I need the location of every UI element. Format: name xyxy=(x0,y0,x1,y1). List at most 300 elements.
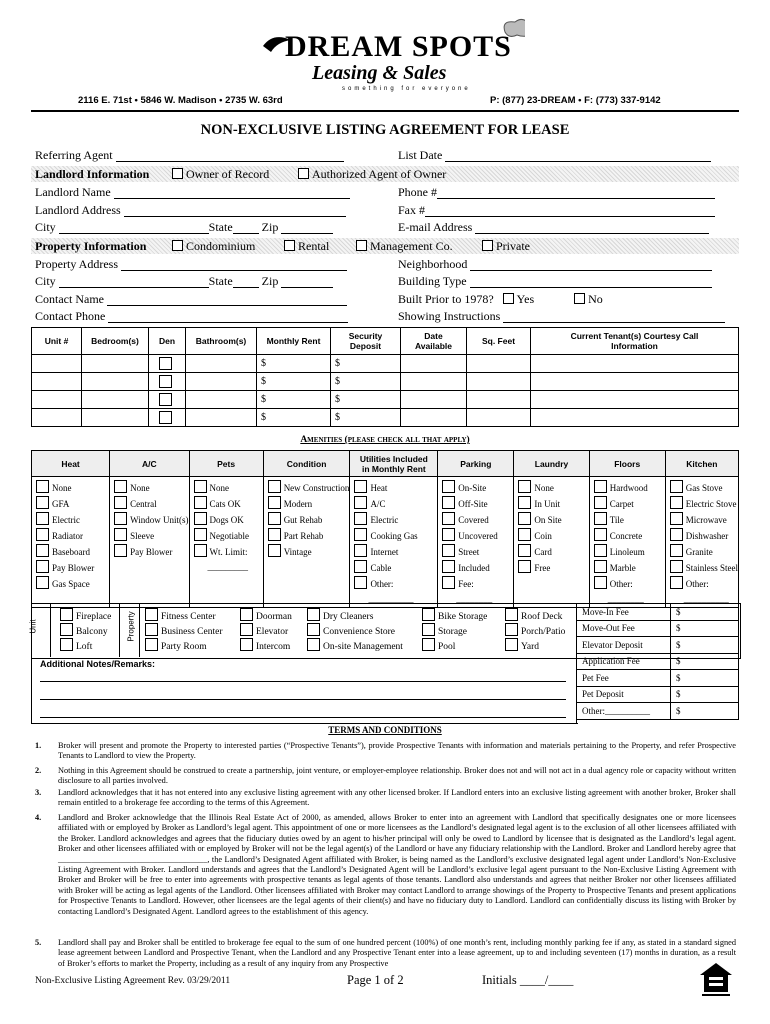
private-option[interactable]: Private xyxy=(482,239,530,253)
utilities-option[interactable]: Internet xyxy=(354,544,437,560)
kitchen-option[interactable]: Granite xyxy=(670,544,738,560)
feature-checkbox[interactable] xyxy=(307,608,320,621)
parking-checkbox[interactable] xyxy=(442,512,455,525)
condition-option[interactable]: Part Rehab xyxy=(268,528,350,544)
den-checkbox[interactable] xyxy=(159,357,172,370)
parking-checkbox[interactable] xyxy=(442,544,455,557)
utilities-checkbox[interactable] xyxy=(354,544,367,557)
amenity-column-pets xyxy=(189,477,263,608)
col-unit: Unit # xyxy=(32,328,82,355)
parking-checkbox[interactable] xyxy=(442,496,455,509)
bathrooms-cell[interactable] xyxy=(186,373,257,391)
feature-checkbox[interactable] xyxy=(307,623,320,636)
unit-number-cell[interactable] xyxy=(32,391,82,409)
feature-checkbox[interactable] xyxy=(145,623,158,636)
feature-checkbox[interactable] xyxy=(60,608,73,621)
equal-housing-icon xyxy=(697,960,735,998)
kitchen-option[interactable]: Microwave xyxy=(670,512,738,528)
floors-option[interactable]: Carpet xyxy=(594,496,665,512)
den-checkbox[interactable] xyxy=(159,375,172,388)
fee-amount-cell[interactable]: $ xyxy=(671,686,739,703)
utilities-checkbox[interactable] xyxy=(354,576,367,589)
security-deposit-cell[interactable] xyxy=(331,355,401,373)
pets-checkbox[interactable] xyxy=(194,512,207,525)
amenity-header-floors: Floors xyxy=(589,451,665,477)
email-field[interactable] xyxy=(475,222,709,234)
floors-option[interactable]: Hardwood xyxy=(594,480,665,496)
laundry-checkbox[interactable] xyxy=(518,480,531,493)
currency-symbol: $ xyxy=(335,376,340,387)
utilities-option[interactable]: Electric xyxy=(354,512,437,528)
neighborhood-row: Neighborhood xyxy=(398,257,712,271)
fee-amount-cell[interactable]: $ xyxy=(671,620,739,637)
heat-option[interactable]: GFA xyxy=(36,496,109,512)
feature-checkbox[interactable] xyxy=(240,638,253,651)
kitchen-option[interactable]: Stainless Steel xyxy=(670,560,738,576)
management-co-option[interactable]: Management Co. xyxy=(356,239,453,253)
den-checkbox[interactable] xyxy=(159,393,172,406)
parking-option[interactable]: ________ xyxy=(456,594,493,604)
bedrooms-cell[interactable] xyxy=(82,355,149,373)
footer-revision: Non-Exclusive Listing Agreement Rev. 03/29/2011 xyxy=(35,976,231,986)
currency-symbol: $ xyxy=(261,358,266,369)
footer-initials: Initials ____/____ xyxy=(482,973,574,987)
current-tenant-cell[interactable] xyxy=(531,355,739,373)
private-checkbox[interactable] xyxy=(482,240,493,251)
ac-option[interactable]: Pay Blower xyxy=(114,544,188,560)
heat-checkbox[interactable] xyxy=(36,544,49,557)
bathrooms-cell[interactable] xyxy=(186,391,257,409)
ac-option[interactable]: Central xyxy=(114,496,188,512)
landlord-info-heading: Landlord Information xyxy=(35,167,150,181)
floors-option[interactable]: Linoleum xyxy=(594,544,665,560)
landlord-city-field[interactable] xyxy=(59,222,209,234)
sq-feet-cell[interactable] xyxy=(467,409,531,427)
unit-row xyxy=(32,373,739,391)
feature-option[interactable]: Balcony xyxy=(60,623,108,637)
floors-checkbox[interactable] xyxy=(594,544,607,557)
laundry-option[interactable]: On Site xyxy=(518,512,588,528)
list-date-field[interactable] xyxy=(445,150,711,162)
feature-option[interactable]: Convenience Store xyxy=(307,623,395,637)
bedrooms-cell[interactable] xyxy=(82,373,149,391)
management-co-checkbox[interactable] xyxy=(356,240,367,251)
amenity-column-parking xyxy=(438,477,514,608)
floors-checkbox[interactable] xyxy=(594,576,607,589)
amenity-column-kitchen xyxy=(665,477,738,608)
floors-checkbox[interactable] xyxy=(594,528,607,541)
unit-number-cell[interactable] xyxy=(32,355,82,373)
referring-agent-field[interactable] xyxy=(116,150,344,162)
landlord-address-field[interactable] xyxy=(124,205,346,217)
feature-checkbox[interactable] xyxy=(422,638,435,651)
bedrooms-cell[interactable] xyxy=(82,409,149,427)
showing-instructions-field[interactable] xyxy=(503,311,725,323)
property-state-field[interactable] xyxy=(233,276,259,288)
kitchen-option[interactable]: __________ xyxy=(683,594,729,604)
kitchen-checkbox[interactable] xyxy=(670,496,683,509)
fax-field[interactable] xyxy=(425,205,715,217)
condition-option[interactable]: Gut Rehab xyxy=(268,512,350,528)
property-info-heading: Property Information xyxy=(35,239,147,253)
laundry-option[interactable]: Free xyxy=(518,560,588,576)
heat-option[interactable]: Electric xyxy=(36,512,109,528)
amenity-column-condition xyxy=(263,477,350,608)
term-text: Broker will present and promote the Property to interested parties (“Prospective Tenants”), provide Prospective Tenants with information and materials pertaining to the Property, and refer Prospective Tenants to Landlord to view the Property. xyxy=(58,741,736,761)
feature-option[interactable]: Fireplace xyxy=(60,608,111,622)
fee-amount-cell[interactable]: $ xyxy=(671,670,739,687)
list-date-row: List Date xyxy=(398,148,711,162)
heat-option[interactable]: Pay Blower xyxy=(36,560,109,576)
feature-option[interactable]: Pool xyxy=(422,638,455,652)
built-prior-yes-checkbox[interactable] xyxy=(503,293,514,304)
utilities-checkbox[interactable] xyxy=(354,528,367,541)
referring-agent-row: Referring Agent xyxy=(35,148,344,162)
feature-option[interactable]: Elevator xyxy=(240,623,288,637)
showing-instructions-row: Showing Instructions xyxy=(398,309,725,323)
brand-name: DREAM SPOTS xyxy=(285,30,512,63)
condominium-checkbox[interactable] xyxy=(172,240,183,251)
term-number: 2. xyxy=(35,766,42,775)
fee-amount-cell[interactable]: $ xyxy=(671,637,739,654)
feature-option[interactable]: Roof Deck xyxy=(505,608,562,622)
amenity-header-heat: Heat xyxy=(32,451,110,477)
floors-option[interactable]: Other: xyxy=(594,576,665,592)
term-text: Nothing in this Agreement should be construed to create a partnership, joint venture, or employer-employee relationship. Broker does not and will not act in a dual agency role or capacity without written disclosure to all parties involved. xyxy=(58,766,736,786)
pets-option[interactable]: Wt. Limit: xyxy=(194,544,263,560)
floors-option[interactable]: ________ xyxy=(607,594,644,604)
feature-checkbox[interactable] xyxy=(422,623,435,636)
date-available-cell[interactable] xyxy=(401,391,467,409)
pets-checkbox[interactable] xyxy=(194,480,207,493)
fee-row xyxy=(577,686,739,703)
parking-option[interactable]: Included xyxy=(442,560,513,576)
kitchen-checkbox[interactable] xyxy=(670,528,683,541)
feature-option[interactable]: Dry Cleaners xyxy=(307,608,373,622)
pets-checkbox[interactable] xyxy=(194,544,207,557)
phone-field[interactable] xyxy=(437,187,715,199)
feature-option[interactable]: Fitness Center xyxy=(145,608,216,622)
floors-option[interactable]: Tile xyxy=(594,512,665,528)
laundry-checkbox[interactable] xyxy=(518,560,531,573)
currency-symbol: $ xyxy=(261,394,266,405)
fee-label: Move-In Fee xyxy=(577,604,671,621)
utilities-option[interactable]: A/C xyxy=(354,496,437,512)
landlord-address-row: Landlord Address xyxy=(35,203,346,217)
bathrooms-cell[interactable] xyxy=(186,409,257,427)
ac-checkbox[interactable] xyxy=(114,512,127,525)
current-tenant-cell[interactable] xyxy=(531,409,739,427)
contact-phone-field[interactable] xyxy=(108,311,348,323)
page-title: NON-EXCLUSIVE LISTING AGREEMENT FOR LEASE xyxy=(200,122,570,138)
amenity-header-parking: Parking xyxy=(438,451,514,477)
condominium-option[interactable]: Condominium xyxy=(172,239,255,253)
utilities-checkbox[interactable] xyxy=(354,560,367,573)
fee-row xyxy=(577,620,739,637)
floors-checkbox[interactable] xyxy=(594,480,607,493)
feature-option[interactable]: Party Room xyxy=(145,638,207,652)
floors-checkbox[interactable] xyxy=(594,512,607,525)
units-table xyxy=(31,327,739,427)
utilities-checkbox[interactable] xyxy=(354,480,367,493)
feature-checkbox[interactable] xyxy=(240,608,253,621)
feature-checkbox[interactable] xyxy=(505,608,518,621)
sq-feet-cell[interactable] xyxy=(467,355,531,373)
authorized-agent-option[interactable]: Authorized Agent of Owner xyxy=(298,167,446,181)
date-available-cell[interactable] xyxy=(401,355,467,373)
fee-amount-cell[interactable]: $ xyxy=(671,703,739,720)
ac-option[interactable]: Window Unit(s) xyxy=(114,512,188,528)
rental-option[interactable]: Rental xyxy=(284,239,329,253)
floors-checkbox[interactable] xyxy=(594,560,607,573)
sq-feet-cell[interactable] xyxy=(467,373,531,391)
col-current-tenants: Current Tenant(s) Courtesy Call Information xyxy=(531,328,739,355)
condition-option[interactable]: Modern xyxy=(268,496,350,512)
condition-checkbox[interactable] xyxy=(268,528,281,541)
condition-checkbox[interactable] xyxy=(268,544,281,557)
authorized-agent-checkbox[interactable] xyxy=(298,168,309,179)
contact-name-field[interactable] xyxy=(107,294,347,306)
den-cell[interactable] xyxy=(149,409,186,427)
built-prior-no-checkbox[interactable] xyxy=(574,293,585,304)
fee-row xyxy=(577,653,739,670)
utilities-checkbox[interactable] xyxy=(354,512,367,525)
ac-checkbox[interactable] xyxy=(114,528,127,541)
laundry-option[interactable]: In Unit xyxy=(518,496,588,512)
feature-checkbox[interactable] xyxy=(240,623,253,636)
header-rule xyxy=(31,110,739,112)
heat-checkbox[interactable] xyxy=(36,560,49,573)
fee-amount-cell[interactable]: $ xyxy=(671,604,739,621)
monthly-rent-cell[interactable] xyxy=(257,409,331,427)
utilities-option[interactable]: __________ xyxy=(368,594,414,604)
unit-property-divider xyxy=(50,603,51,657)
unit-row xyxy=(32,391,739,409)
laundry-option[interactable]: Card xyxy=(518,544,588,560)
feature-option[interactable]: Intercom xyxy=(240,638,290,652)
kitchen-option[interactable]: Gas Stove xyxy=(670,480,738,496)
feature-checkbox[interactable] xyxy=(505,623,518,636)
owner-of-record-checkbox[interactable] xyxy=(172,168,183,179)
utilities-checkbox[interactable] xyxy=(354,496,367,509)
col-bathrooms: Bathroom(s) xyxy=(186,328,257,355)
parking-option[interactable]: On-Site xyxy=(442,480,513,496)
col-date-available: Date Available xyxy=(401,328,467,355)
property-city-field[interactable] xyxy=(59,276,209,288)
amenity-header-kitchen: Kitchen xyxy=(665,451,738,477)
unit-number-cell[interactable] xyxy=(32,409,82,427)
heat-option[interactable]: Baseboard xyxy=(36,544,109,560)
kitchen-option[interactable]: Dishwasher xyxy=(670,528,738,544)
property-label-divider-right xyxy=(139,603,140,657)
header-phones: P: (877) 23-DREAM • F: (773) 337-9142 xyxy=(490,95,661,106)
kitchen-option[interactable]: Electric Stove xyxy=(670,496,738,512)
laundry-option[interactable]: Coin xyxy=(518,528,588,544)
laundry-checkbox[interactable] xyxy=(518,512,531,525)
feature-option[interactable]: Doorman xyxy=(240,608,292,622)
property-side-label: Property xyxy=(126,611,136,642)
bathrooms-cell[interactable] xyxy=(186,355,257,373)
term-text: Landlord acknowledges that it has not entered into any exclusive listing agreement with any other licensed broker. If Landlord enters into an exclusive listing agreement with another broker, Broker shall remain entitled to a brokerage fee according to the terms of this Agreement. xyxy=(58,788,736,808)
condition-option[interactable]: Vintage xyxy=(268,544,350,560)
amenities-table xyxy=(31,450,739,608)
date-available-cell[interactable] xyxy=(401,409,467,427)
notes-line-1[interactable] xyxy=(40,681,566,682)
property-address-row: Property Address xyxy=(35,257,347,271)
fee-label: Application Fee xyxy=(577,653,671,670)
kitchen-checkbox[interactable] xyxy=(670,560,683,573)
monthly-rent-cell[interactable] xyxy=(257,355,331,373)
den-cell[interactable] xyxy=(149,391,186,409)
floors-checkbox[interactable] xyxy=(594,496,607,509)
ac-checkbox[interactable] xyxy=(114,544,127,557)
monthly-rent-cell[interactable] xyxy=(257,373,331,391)
date-available-cell[interactable] xyxy=(401,373,467,391)
currency-symbol: $ xyxy=(261,376,266,387)
notes-line-2[interactable] xyxy=(40,699,566,700)
laundry-option[interactable]: None xyxy=(518,480,588,496)
pets-option[interactable]: None xyxy=(194,480,263,496)
parking-checkbox[interactable] xyxy=(442,576,455,589)
ac-checkbox[interactable] xyxy=(114,496,127,509)
amenity-header-laundry: Laundry xyxy=(514,451,589,477)
rental-checkbox[interactable] xyxy=(284,240,295,251)
utilities-option[interactable]: Cable xyxy=(354,560,437,576)
laundry-checkbox[interactable] xyxy=(518,544,531,557)
laundry-checkbox[interactable] xyxy=(518,496,531,509)
feature-option[interactable]: Business Center xyxy=(145,623,222,637)
sq-feet-cell[interactable] xyxy=(467,391,531,409)
landlord-zip-field[interactable] xyxy=(281,222,333,234)
amenity-column-ac xyxy=(110,477,189,608)
pets-checkbox[interactable] xyxy=(194,528,207,541)
unit-number-cell[interactable] xyxy=(32,373,82,391)
heat-checkbox[interactable] xyxy=(36,512,49,525)
term-number: 4. xyxy=(35,813,42,822)
feature-checkbox[interactable] xyxy=(307,638,320,651)
kitchen-checkbox[interactable] xyxy=(670,576,683,589)
col-den: Den xyxy=(149,328,186,355)
floors-option[interactable]: Concrete xyxy=(594,528,665,544)
notes-line-3[interactable] xyxy=(40,717,566,718)
parking-option[interactable]: Uncovered xyxy=(442,528,513,544)
terms-title: TERMS AND CONDITIONS xyxy=(328,725,442,735)
condition-option[interactable]: New Construction xyxy=(268,480,350,496)
built-prior-row: Built Prior to 1978? Yes No xyxy=(398,292,603,306)
pets-option[interactable]: Dogs OK xyxy=(194,512,263,528)
monthly-rent-cell[interactable] xyxy=(257,391,331,409)
feature-checkbox[interactable] xyxy=(60,623,73,636)
ac-checkbox[interactable] xyxy=(114,480,127,493)
kitchen-checkbox[interactable] xyxy=(670,480,683,493)
den-cell[interactable] xyxy=(149,355,186,373)
heat-option[interactable]: None xyxy=(36,480,109,496)
pets-option[interactable]: Cats OK xyxy=(194,496,263,512)
heat-option[interactable]: Gas Space xyxy=(36,576,109,592)
term-number: 5. xyxy=(35,938,42,947)
floors-option[interactable]: Marble xyxy=(594,560,665,576)
amenity-column-laundry xyxy=(514,477,589,608)
landlord-state-field[interactable] xyxy=(233,222,259,234)
landlord-city-row: City State Zip xyxy=(35,220,333,234)
parking-option[interactable]: Street xyxy=(442,544,513,560)
laundry-checkbox[interactable] xyxy=(518,528,531,541)
current-tenant-cell[interactable] xyxy=(531,391,739,409)
kitchen-checkbox[interactable] xyxy=(670,512,683,525)
heat-option[interactable]: Radiator xyxy=(36,528,109,544)
den-cell[interactable] xyxy=(149,373,186,391)
ac-option[interactable]: Sleeve xyxy=(114,528,188,544)
condition-checkbox[interactable] xyxy=(268,496,281,509)
utilities-option[interactable]: Heat xyxy=(354,480,437,496)
feature-option[interactable]: On-site Management xyxy=(307,638,403,652)
neighborhood-field[interactable] xyxy=(470,259,712,271)
parking-option[interactable]: Covered xyxy=(442,512,513,528)
currency-symbol: $ xyxy=(335,394,340,405)
heat-checkbox[interactable] xyxy=(36,528,49,541)
property-address-field[interactable] xyxy=(121,259,347,271)
pets-checkbox[interactable] xyxy=(194,496,207,509)
parking-checkbox[interactable] xyxy=(442,560,455,573)
parking-checkbox[interactable] xyxy=(442,528,455,541)
feature-checkbox[interactable] xyxy=(145,638,158,651)
feature-checkbox[interactable] xyxy=(422,608,435,621)
feature-option[interactable]: Storage xyxy=(422,623,467,637)
feature-option[interactable]: Bike Storage xyxy=(422,608,487,622)
amenity-column-floors xyxy=(589,477,665,608)
unit-row xyxy=(32,409,739,427)
building-type-field[interactable] xyxy=(470,276,712,288)
brand-tagline: something for everyone xyxy=(342,86,471,92)
building-type-row: Building Type xyxy=(398,274,712,288)
current-tenant-cell[interactable] xyxy=(531,373,739,391)
property-zip-field[interactable] xyxy=(281,276,333,288)
utilities-option[interactable]: Cooking Gas xyxy=(354,528,437,544)
security-deposit-cell[interactable] xyxy=(331,409,401,427)
condition-checkbox[interactable] xyxy=(268,480,281,493)
currency-symbol: $ xyxy=(261,412,266,423)
security-deposit-cell[interactable] xyxy=(331,391,401,409)
condition-checkbox[interactable] xyxy=(268,512,281,525)
term-text: Landlord and Broker acknowledge that the Illinois Real Estate Act of 2000, as amended, allows Broker to enter into an agreement with Landlord that specifically designates one or more licensees affiliated with or employed by Broker as Landlord’s legal agent. This appointment of one or more licensees as the Landlord’s designated legal agent is to the exclusion of all other licensees affiliated with the Broker. Landlord acknowledges and agrees that the fiduciary duties owed by an agent to his/her principal will only be owed to Landlord by licensee that is designated as the Landlord’s legal agent. Broker and other licensees affiliated with or employed by Broker will not be the legal agent(s) of the Landlord or have any fiduciary relationship with the Landlord. Broker and Landlord hereby agree that ____________________________________, the Landlord’s Designated Agent affiliated with Broker, is being named as the Landlord’s exclusive designated legal agent under Landlord’s Non-Exclusive Listing Agreement with Broker. Landlord understands and agrees that the Landlord’s Designated Agent will be Landlord’s exclusive legal agent pursuant to the Non-Exclusive Listing Agreement with Broker and Broker will be free to enter into agreements with prospective tenants as legal agents of those tenants. Landlord also understands and agrees that neither Broker nor other licensees affiliated with Broker will be acting as legal agents of the Landlord. Other licensees affiliated with Broker may contact Landlord to arrange showings of the Property to Prospective Tenants and present applications for Prospective Tenants to Landlord. However, other licensees are the legal agents of their client(s) and have no fiduciary duty to Landlord. Landlord can confidentially discuss its listing with Broker by contacting Landlord’s Designated Agent. Landlord agrees to the establishment of this agency. xyxy=(58,813,736,916)
parking-option[interactable]: Off-Site xyxy=(442,496,513,512)
feature-checkbox[interactable] xyxy=(60,638,73,651)
parking-option[interactable]: Fee: xyxy=(442,576,513,592)
owner-of-record-option[interactable]: Owner of Record xyxy=(172,167,269,181)
fee-amount-cell[interactable]: $ xyxy=(671,653,739,670)
security-deposit-cell[interactable] xyxy=(331,373,401,391)
heat-checkbox[interactable] xyxy=(36,496,49,509)
term-text: Landlord shall pay and Broker shall be entitled to brokerage fee equal to the sum of one hundred percent (100%) of one month’s rent, including monthly parking fee if any, as stated in a standard signed lease agreement between Landlord and Prospective Tenant, when the Landlord and any Prospective Tenant enter into a lease agreement, up to and including seventeen (17) months in duration, as a result of Broker’s efforts to market the Property, including as a result of any inquiry from any Prospective xyxy=(58,938,736,968)
feature-option[interactable]: Loft xyxy=(60,638,92,652)
parking-checkbox[interactable] xyxy=(442,480,455,493)
landlord-name-field[interactable] xyxy=(114,187,350,199)
ac-option[interactable]: None xyxy=(114,480,188,496)
heat-checkbox[interactable] xyxy=(36,480,49,493)
feature-option[interactable]: Porch/Patio xyxy=(505,623,565,637)
feature-checkbox[interactable] xyxy=(505,638,518,651)
pets-option[interactable]: Negotiable xyxy=(194,528,263,544)
kitchen-option[interactable]: Other: xyxy=(670,576,738,592)
feature-option[interactable]: Yard xyxy=(505,638,539,652)
pets-option[interactable]: _________ xyxy=(207,562,248,572)
bedrooms-cell[interactable] xyxy=(82,391,149,409)
kitchen-checkbox[interactable] xyxy=(670,544,683,557)
den-checkbox[interactable] xyxy=(159,411,172,424)
feature-checkbox[interactable] xyxy=(145,608,158,621)
heat-checkbox[interactable] xyxy=(36,576,49,589)
utilities-option[interactable]: Other: xyxy=(354,576,437,592)
